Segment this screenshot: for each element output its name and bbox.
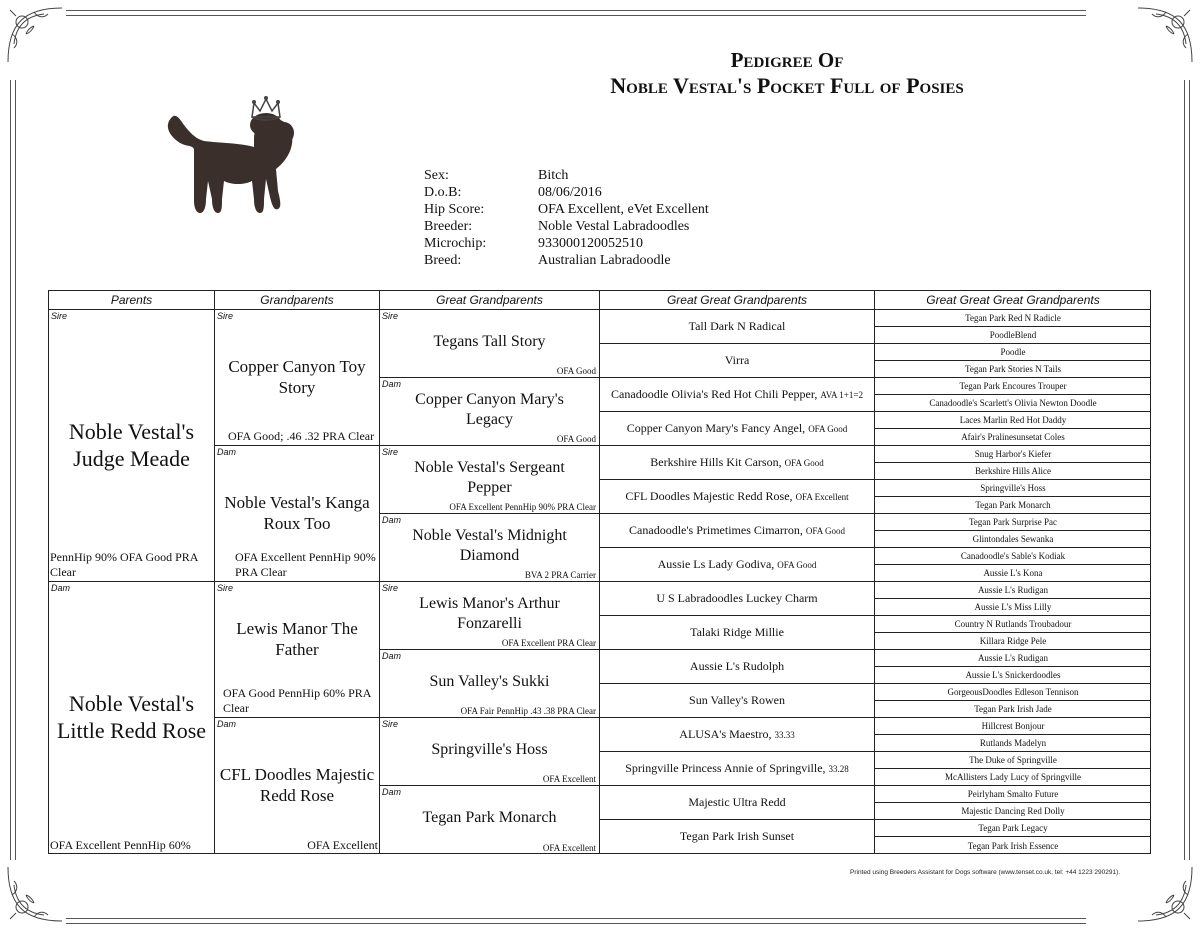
ggg-grandparent-cell: Poodle	[875, 344, 1151, 361]
ggg-grandparent-cell: Majestic Dancing Red Dolly	[875, 803, 1151, 820]
gg-grandparent-cell	[600, 412, 875, 446]
header-ggg-grandparents: Great Great Great Grandparents	[875, 291, 1151, 310]
gg-grandparent-name: Sun Valley's Rowen	[689, 692, 785, 707]
info-label: Sex:	[424, 168, 449, 183]
print-footer: Printed using Breeders Assistant for Dogs software (www.tenset.co.uk, tel: +44 1223 290291).	[850, 869, 1121, 876]
health-info: OFA Excellent	[542, 774, 596, 784]
great-grandparent-cell	[380, 718, 600, 786]
gg-grandparent-name: CFL Doodles Majestic Redd Rose,	[625, 488, 793, 503]
gg-grandparent-name: Tall Dark N Radical	[688, 318, 786, 333]
info-row-breed	[424, 252, 709, 269]
info-value: 933000120052510	[538, 236, 643, 251]
parent-cell-dam	[49, 582, 215, 854]
health-info: OFA Good	[556, 434, 596, 444]
header-great-grandparents: Great Grandparents	[380, 291, 600, 310]
role-label: Dam	[51, 583, 71, 593]
health-info: OFA Excellent	[542, 843, 596, 853]
corner-ornament-bottom-right	[1134, 863, 1196, 925]
info-label: Breeder:	[424, 219, 473, 234]
health-info: BVA 2 PRA Carrier	[524, 570, 596, 580]
gg-grandparent-cell	[600, 548, 875, 582]
gg-grandparent-name: Berkshire Hills Kit Carson,	[650, 454, 782, 469]
ggg-grandparent-cell: Tegan Park Monarch	[875, 497, 1151, 514]
ggg-grandparent-cell: Springville's Hoss	[875, 480, 1151, 497]
ggg-grandparent-cell: Aussie L's Miss Lilly	[875, 599, 1151, 616]
health-info: OFA Excellent PennHip 90% PRA Clear	[449, 502, 596, 512]
health-info: OFA Good; .46 .32 PRA Clear	[228, 429, 375, 443]
ggg-grandparent-cell: Tegan Park Irish Jade	[875, 701, 1151, 718]
health-info: OFA Good	[556, 366, 596, 376]
info-row-microchip	[424, 235, 709, 252]
frame-bottom-line-inner	[66, 923, 1086, 924]
ggg-grandparent-cell: Aussie L's Snickerdoodles	[875, 667, 1151, 684]
ggg-grandparent-cell: McAllisters Lady Lucy of Springville	[875, 769, 1151, 786]
health-info: OFA Good	[784, 457, 824, 468]
gg-grandparent-name: Springville Princess Annie of Springville,	[625, 760, 826, 775]
ggg-grandparent-cell: The Duke of Springville	[875, 752, 1151, 769]
header-grandparents: Grandparents	[215, 291, 380, 310]
info-row-sex	[424, 167, 709, 184]
grandparent-name: CFL Doodles Majestic Redd Rose	[219, 765, 375, 805]
info-label: D.o.B:	[424, 185, 462, 200]
great-grandparent-name: Lewis Manor's Arthur Fonzarelli	[419, 595, 560, 632]
frame-right-line-inner	[1189, 80, 1190, 860]
frame-left-line	[10, 80, 11, 860]
title-line-1: Pedigree Of	[730, 48, 844, 72]
title-line-2: Noble Vestal's Pocket Full of Posies	[610, 73, 964, 98]
ggg-grandparent-cell: Hillcrest Bonjour	[875, 718, 1151, 735]
ggg-grandparent-cell: Tegan Park Legacy	[875, 820, 1151, 837]
ggg-grandparent-cell: Aussie L's Kona	[875, 565, 1151, 582]
gg-grandparent-name: Aussie Ls Lady Godiva,	[657, 556, 775, 571]
role-label: Sire	[51, 311, 68, 321]
info-row-dob	[424, 184, 709, 201]
frame-top-line-inner	[66, 15, 1086, 16]
health-info: OFA Excellent PRA Clear	[501, 638, 596, 648]
parent-name: Noble Vestal's Judge Meade	[68, 419, 195, 471]
role-label: Sire	[217, 583, 234, 593]
ggg-grandparent-cell: Tegan Park Encoures Trouper	[875, 378, 1151, 395]
grandparent-cell	[215, 718, 380, 854]
gg-grandparent-cell	[600, 786, 875, 820]
grandparent-cell	[215, 446, 380, 582]
health-info: OFA Excellent	[795, 491, 849, 502]
gg-grandparent-cell	[600, 616, 875, 650]
frame-left-line-inner	[15, 80, 16, 860]
gg-grandparent-cell	[600, 820, 875, 854]
ggg-grandparent-cell: Aussie L's Rudigan	[875, 650, 1151, 667]
great-grandparent-cell	[380, 786, 600, 854]
great-grandparent-cell	[380, 310, 600, 378]
gg-grandparent-cell	[600, 446, 875, 480]
role-label: Dam	[382, 651, 402, 661]
gg-grandparent-cell	[600, 344, 875, 378]
gg-grandparent-cell	[600, 582, 875, 616]
gg-grandparent-name: Copper Canyon Mary's Fancy Angel,	[626, 420, 806, 435]
info-label: Breed:	[424, 253, 462, 268]
great-grandparent-name: Sun Valley's Sukki	[429, 673, 550, 690]
info-row-hip-score	[424, 201, 709, 218]
info-label: Microchip:	[424, 236, 487, 251]
gg-grandparent-cell	[600, 650, 875, 684]
pedigree-table	[48, 290, 1151, 854]
dog-crown-logo	[160, 95, 302, 219]
ggg-grandparent-cell: Canadoodle's Scarlett's Olivia Newton Doodle	[875, 395, 1151, 412]
ggg-grandparent-cell: Peirlyham Smalto Future	[875, 786, 1151, 803]
ggg-grandparent-cell: Snug Harbor's Kiefer	[875, 446, 1151, 463]
ggg-grandparent-cell: Country N Rutlands Troubadour	[875, 616, 1151, 633]
frame-top-line	[66, 10, 1086, 11]
corner-ornament-top-right	[1134, 4, 1196, 66]
health-info: OFA Good PennHip 60% PRA Clear	[223, 686, 371, 715]
great-grandparent-name: Tegans Tall Story	[433, 333, 546, 350]
gg-grandparent-cell	[600, 378, 875, 412]
great-grandparent-cell	[380, 514, 600, 582]
gg-grandparent-cell	[600, 514, 875, 548]
ggg-grandparent-cell: Killara Ridge Pele	[875, 633, 1151, 650]
gg-grandparent-name: Talaki Ridge Millie	[690, 624, 784, 639]
pedigree-title	[560, 48, 1014, 98]
role-label: Dam	[217, 447, 237, 457]
role-label: Sire	[382, 583, 399, 593]
info-value: OFA Excellent, eVet Excellent	[538, 202, 709, 217]
info-value: Australian Labradoodle	[538, 253, 671, 268]
ggg-grandparent-cell: Laces Marlin Red Hot Daddy	[875, 412, 1151, 429]
role-label: Dam	[217, 719, 237, 729]
role-label: Dam	[382, 787, 402, 797]
frame-right-line	[1184, 80, 1185, 860]
great-grandparent-name: Noble Vestal's Midnight Diamond	[412, 527, 567, 564]
health-info: OFA Excellent PennHip 90% PRA Clear	[235, 550, 376, 579]
info-row-breeder	[424, 218, 709, 235]
gg-grandparent-name: Canadoodle's Primetimes Cimarron,	[629, 522, 803, 537]
health-info: AVA 1+1=2	[820, 389, 863, 400]
info-value: Bitch	[538, 168, 569, 183]
info-value: 08/06/2016	[538, 185, 602, 200]
gg-grandparent-name: Canadoodle Olivia's Red Hot Chili Pepper,	[611, 386, 818, 401]
ggg-grandparent-cell: Tegan Park Irish Essence	[967, 840, 1059, 851]
ggg-grandparent-cell: GorgeousDoodles Edleson Tennison	[875, 684, 1151, 701]
health-info: OFA Good	[805, 525, 845, 536]
grandparent-name: Noble Vestal's Kanga Roux Too	[224, 493, 370, 533]
gg-grandparent-cell	[600, 480, 875, 514]
grandparent-cell	[215, 582, 380, 718]
role-label: Sire	[382, 719, 399, 729]
gg-grandparent-name: U S Labradoodles Luckey Charm	[656, 590, 818, 605]
gg-grandparent-name: Majestic Ultra Redd	[688, 794, 786, 809]
gg-grandparent-name: Aussie L's Rudolph	[689, 658, 785, 673]
great-grandparent-cell	[380, 582, 600, 650]
ggg-grandparent-cell: Glintondales Sewanka	[875, 531, 1151, 548]
header-parents: Parents	[49, 291, 215, 310]
health-info: 33.28	[828, 763, 849, 774]
gg-grandparent-cell	[600, 684, 875, 718]
role-label: Dam	[382, 379, 402, 389]
health-info: OFA Excellent	[307, 838, 378, 852]
great-grandparent-cell	[380, 378, 600, 446]
grandparent-name: Lewis Manor The Father	[236, 619, 358, 659]
gg-grandparent-cell	[600, 718, 875, 752]
health-info: OFA Fair PennHip .43 .38 PRA Clear	[460, 706, 596, 716]
gg-grandparent-cell	[600, 310, 875, 344]
grandparent-cell	[215, 310, 380, 446]
grandparent-name: Copper Canyon Toy Story	[228, 357, 366, 397]
ggg-grandparent-cell: Aussie L's Rudigan	[875, 582, 1151, 599]
header-gg-grandparents: Great Great Grandparents	[600, 291, 875, 310]
great-grandparent-name: Springville's Hoss	[431, 741, 548, 758]
ggg-grandparent-cell: Rutlands Madelyn	[875, 735, 1151, 752]
health-info: OFA Excellent PennHip 60%	[50, 838, 191, 852]
frame-bottom-line	[66, 918, 1086, 919]
role-label: Sire	[382, 447, 399, 457]
corner-ornament-bottom-left	[4, 863, 66, 925]
great-grandparent-cell	[380, 650, 600, 718]
ggg-grandparent-cell: Berkshire Hills Alice	[875, 463, 1151, 480]
ggg-grandparent-cell: Afair's Pralinesunsetat Coles	[875, 429, 1151, 446]
health-info: PennHip 90% OFA Good PRA Clear	[50, 550, 198, 579]
great-grandparent-name: Noble Vestal's Sergeant Pepper	[414, 459, 565, 496]
gg-grandparent-name: Tegan Park Irish Sunset	[679, 829, 795, 843]
ggg-grandparent-cell: Tegan Park Red N Radicle	[875, 310, 1151, 327]
ggg-grandparent-cell: Tegan Park Stories N Tails	[875, 361, 1151, 378]
parent-cell-sire	[49, 310, 215, 582]
ggg-grandparent-cell: Canadoodle's Sable's Kodiak	[875, 548, 1151, 565]
parent-name: Noble Vestal's Little Redd Rose	[56, 691, 207, 743]
health-info: OFA Good	[808, 423, 848, 434]
health-info: 33.33	[774, 729, 795, 740]
info-value: Noble Vestal Labradoodles	[538, 219, 690, 234]
role-label: Sire	[217, 311, 234, 321]
role-label: Sire	[382, 311, 399, 321]
great-grandparent-cell	[380, 446, 600, 514]
gg-grandparent-name: Virra	[724, 352, 750, 367]
great-grandparent-name: Tegan Park Monarch	[422, 809, 557, 826]
info-label: Hip Score:	[424, 202, 485, 217]
health-info: OFA Good	[777, 559, 817, 570]
gg-grandparent-name: ALUSA's Maestro,	[679, 726, 772, 741]
ggg-grandparent-cell: PoodleBlend	[875, 327, 1151, 344]
corner-ornament-top-left	[4, 4, 66, 66]
great-grandparent-name: Copper Canyon Mary's Legacy	[415, 391, 564, 428]
role-label: Dam	[382, 515, 402, 525]
ggg-grandparent-cell: Tegan Park Surprise Pac	[875, 514, 1151, 531]
dog-info	[424, 167, 709, 269]
gg-grandparent-cell	[600, 752, 875, 786]
